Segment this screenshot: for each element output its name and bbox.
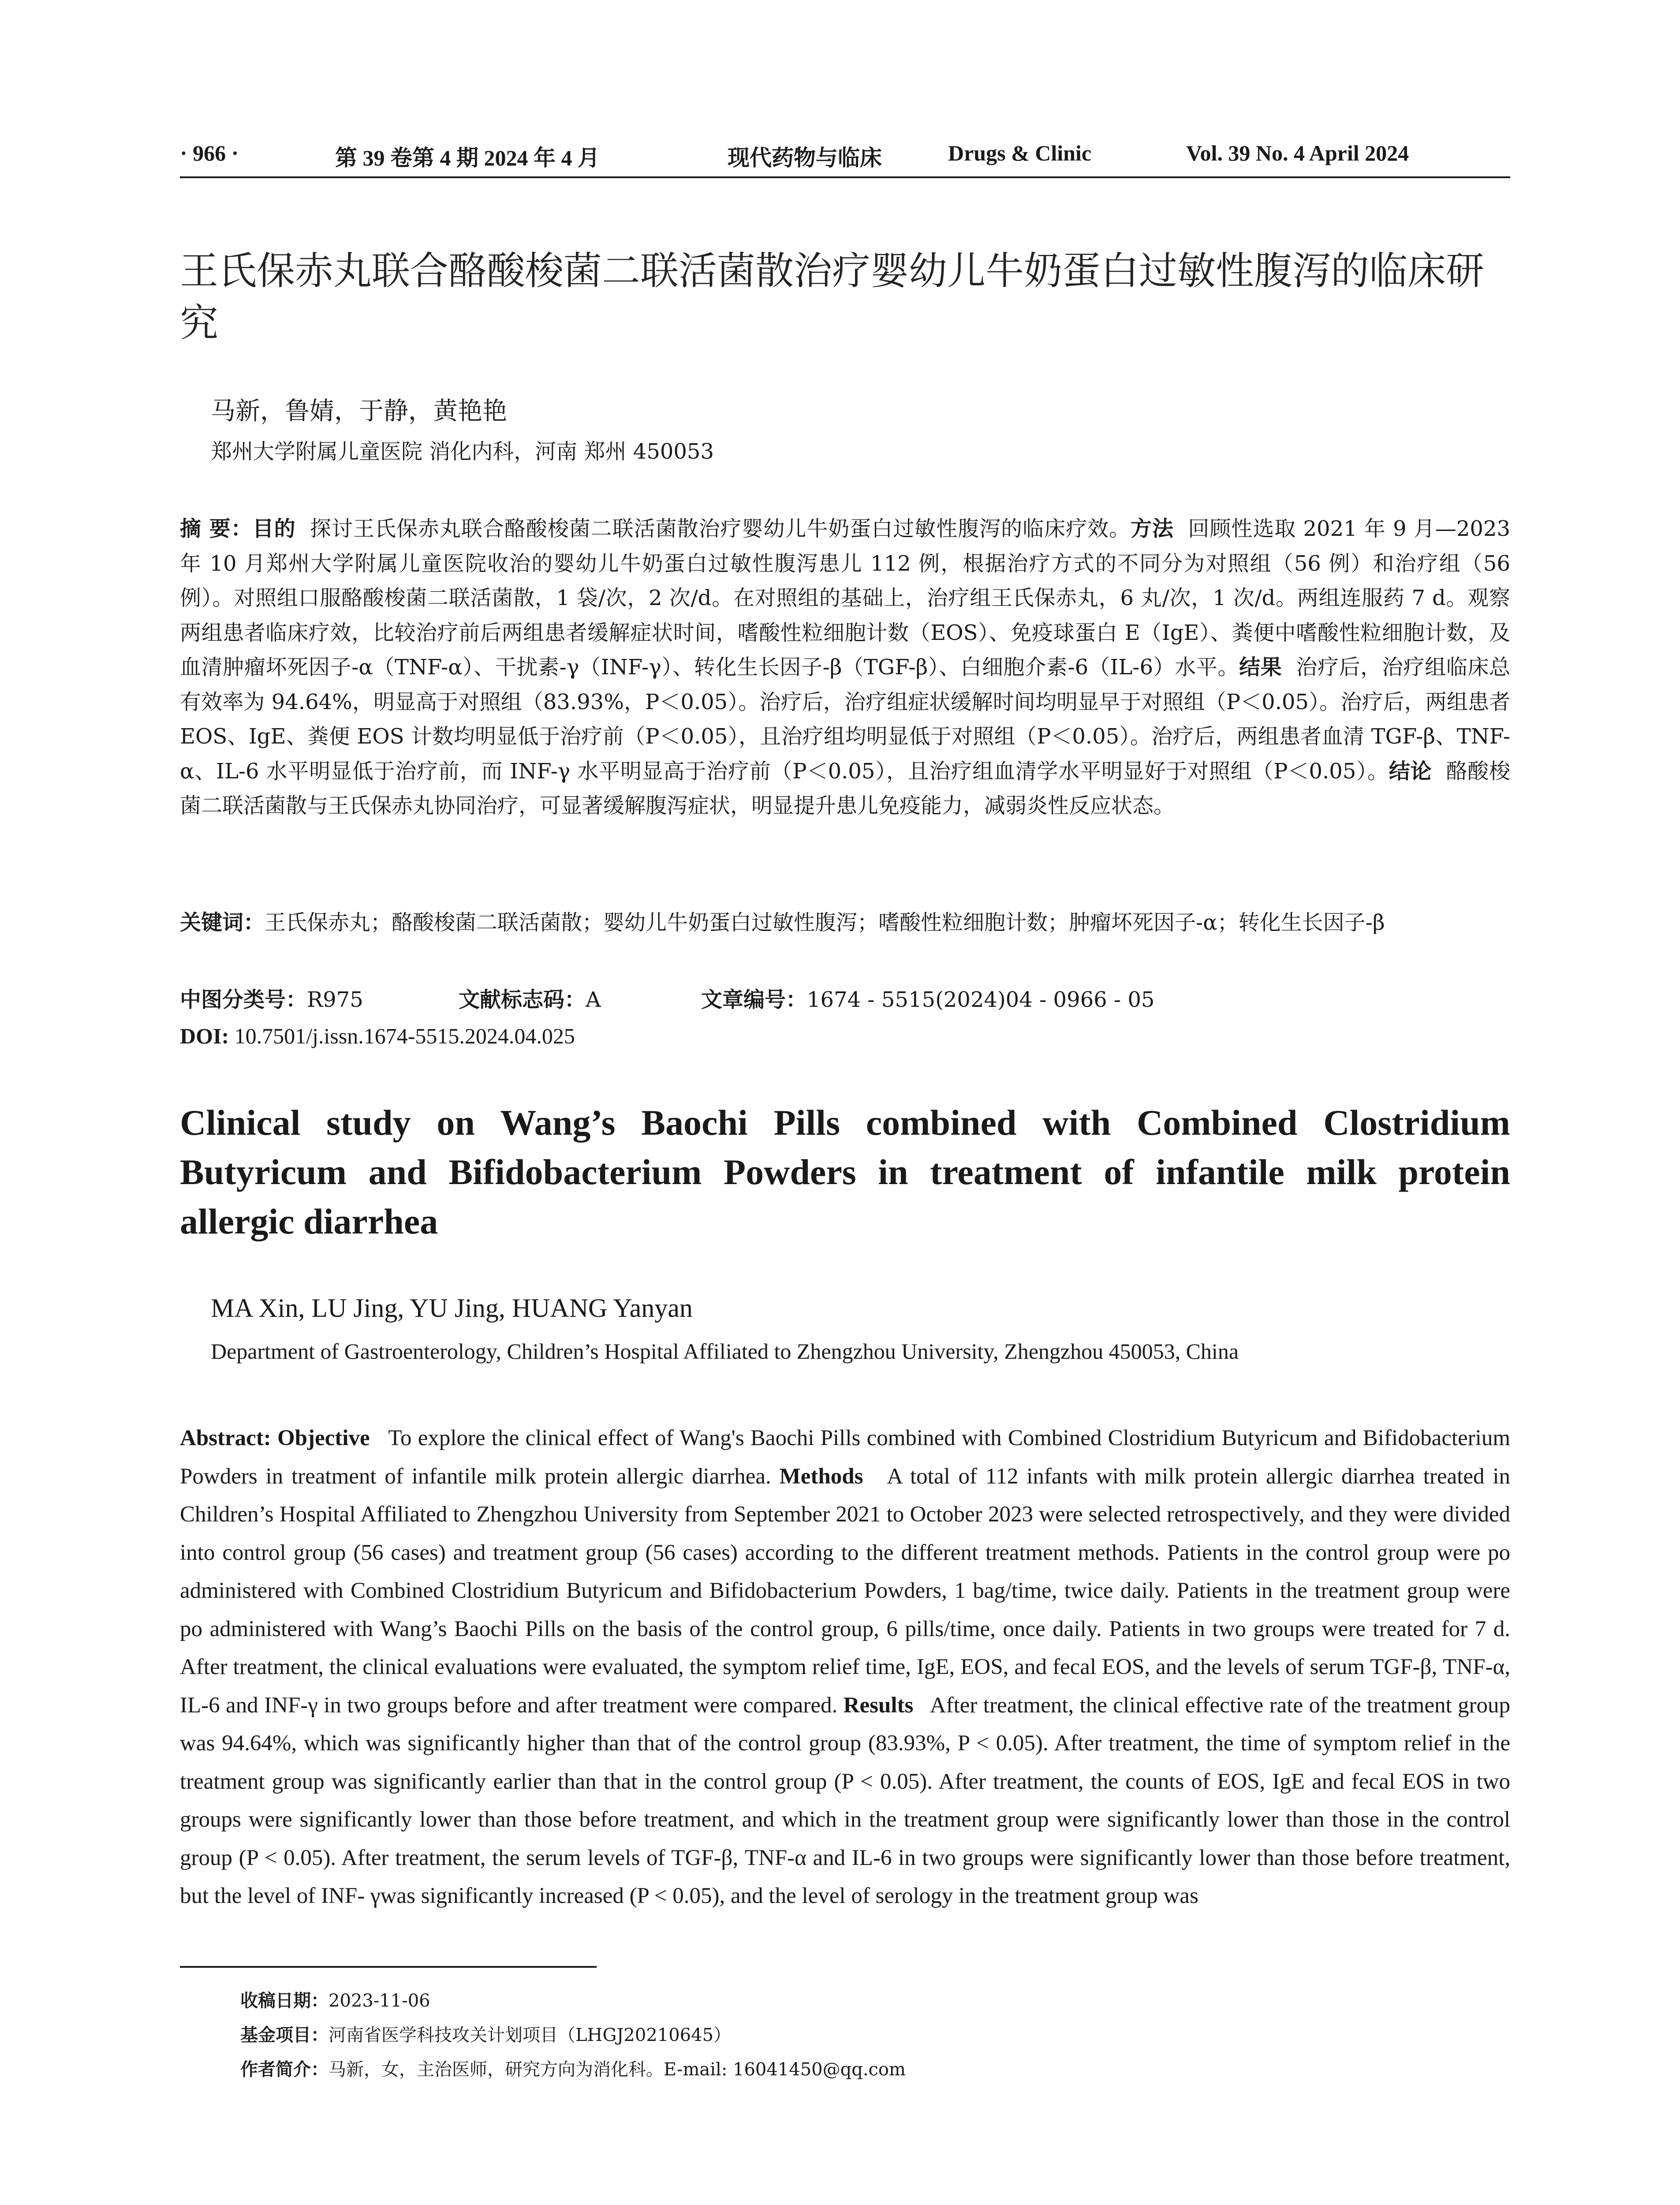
article-title-en: Clinical study on Wang’s Baochi Pills combined with Combined Clostridium Butyricum and Bifidobacterium Powders in treatment of infantile milk protein allergic diarrhea — [180, 1102, 1510, 1241]
author-label: 作者简介： — [240, 2059, 329, 2080]
doi-link[interactable]: 10.7501/j.issn.1674-5515.2024.04.025 — [234, 1024, 575, 1048]
doi — [180, 1023, 575, 1049]
clc-number — [180, 983, 363, 1013]
affiliation-cn: 郑州大学附属儿童医院 消化内科，河南 郑州 450053 — [211, 439, 714, 464]
header-rule — [180, 176, 1510, 178]
doccode-label: 文献标志码： — [459, 987, 586, 1012]
authors-en: MA Xin, LU Jing, YU Jing, HUANG Yanyan — [211, 1293, 693, 1323]
conclusion-cn: 酪酸梭菌二联活菌散与王氏保赤丸协同治疗，可显著缓解腹泻症状，明显提升患儿免疫能力，减弱炎性反应状态。 — [180, 759, 1510, 818]
conclusion-label-cn: 结论 — [1389, 759, 1432, 784]
methods-cn: 回顾性选取 2021 年 9 月—2023 年 10 月郑州大学附属儿童医院收治的婴幼儿牛奶蛋白过敏性腹泻患儿 112 例，根据治疗方式的不同分为对照组（56 例）和治疗组（56 例）。对照组口服酪酸梭菌二联活菌散，1 袋/次，2 次/d。在对照组的基础上，治疗组王氏保赤丸，6 丸/次，1 次/d。两组连服药 7 d。观察两组患者临床疗效，比较治疗前后两组患者缓解症状时间，嗜酸性粒细胞计数（EOS）、免疫球蛋白 E（IgE）、粪便中嗜酸性粒细胞计数，及血清肿瘤坏死因子-α（TNF-α）、干扰素-γ（INF-γ）、转化生长因子-β（TGF-β）、白细胞介素-6（IL-6）水平。 — [180, 516, 1510, 680]
clc-value: R975 — [307, 987, 363, 1012]
abstract-cn — [180, 512, 1510, 823]
clc-label: 中图分类号： — [180, 987, 307, 1012]
footnote-rule — [180, 1966, 597, 1968]
footnote-fund — [240, 2021, 731, 2046]
objective-label-en: Objective — [277, 1426, 370, 1450]
keywords-cn — [180, 905, 1510, 940]
footnote-author — [240, 2056, 906, 2081]
article-title-cn: 王氏保赤丸联合酪酸梭菌二联活菌散治疗婴幼儿牛奶蛋白过敏性腹泻的临床研究 — [180, 248, 1484, 345]
keywords-text: 王氏保赤丸；酪酸梭菌二联活菌散；婴幼儿牛奶蛋白过敏性腹泻；嗜酸性粒细胞计数；肿瘤坏死因子-α；转化生长因子-β — [265, 910, 1385, 935]
document-code — [459, 983, 601, 1013]
objective-label-cn: 目的 — [252, 516, 296, 541]
fund-label: 基金项目： — [240, 2025, 329, 2045]
article-no-label: 文章编号： — [701, 987, 807, 1012]
results-en: After treatment, the clinical effective rate of the treatment group was 94.64%, which was significantly higher than that of the control group (83.93%, P < 0.05). After treatment, the time of symptom relief in the treatment group was significantly earlier than that in the control group (P < 0.05). After treatment, the counts of EOS, IgE and fecal EOS in two groups were significantly lower than those before treatment, and which in the treatment group were significantly lower than those in the control group (P < 0.05). After treatment, the serum levels of TGF-β, TNF-α and IL-6 in two groups were significantly lower than those before treatment, but the level of INF- γwas significantly increased (P < 0.05), and the level of serology in the treatment group was — [180, 1693, 1511, 1908]
doccode-value: A — [586, 987, 601, 1012]
issue-cn: 第 39 卷第 4 期 2024 年 4 月 — [335, 146, 600, 170]
fund-text: 河南省医学科技攻关计划项目（LHGJ20210645） — [329, 2025, 732, 2045]
journal-name-en: Drugs & Clinic — [948, 141, 1091, 165]
article-number — [701, 983, 1154, 1013]
objective-cn: 探讨王氏保赤丸联合酪酸梭菌二联活菌散治疗婴幼儿牛奶蛋白过敏性腹泻的临床疗效。 — [310, 516, 1131, 541]
authors-cn: 马新，鲁婧，于静，黄艳艳 — [211, 397, 507, 426]
author-text: 马新，女，主治医师，研究方向为消化科。E-mail: 16041450@qq.com — [329, 2059, 906, 2080]
methods-en: A total of 112 infants with milk protein allergic diarrhea treated in Children’s Hospital Affiliated to Zhengzhou University from September 2021 to October 2023 were selected retrospectively, and they were divided into control group (56 cases) and treatment group (56 cases) according to the different treatment methods. Patients in the control group were po administered with Combined Clostridium Butyricum and Bifidobacterium Powders, 1 bag/time, twice daily. Patients in the treatment group were po administered with Wang’s Baochi Pills on the basis of the control group, 6 pills/time, once daily. Patients in two groups were treated for 7 d. After treatment, the clinical evaluations were evaluated, the symptom relief time, IgE, EOS, and fecal EOS, and the levels of serum TGF-β, TNF-α, IL-6 and INF-γ in two groups before and after treatment were compared. — [180, 1464, 1510, 1718]
footnote-received — [240, 1987, 430, 2012]
abstract-label-en: Abstract: — [180, 1426, 271, 1450]
received-label: 收稿日期： — [240, 1991, 329, 2011]
issue-en: Vol. 39 No. 4 April 2024 — [1186, 141, 1409, 165]
methods-label-cn: 方法 — [1130, 516, 1174, 541]
journal-name-cn: 现代药物与临床 — [728, 146, 882, 170]
results-cn: 治疗后，治疗组临床总有效率为 94.64%，明显高于对照组（83.93%，P＜0.05）。治疗后，治疗组症状缓解时间均明显早于对照组（P＜0.05）。治疗后，两组患者 EOS、IgE、粪便 EOS 计数均明显低于治疗前（P＜0.05），且治疗组均明显低于对照组（P＜0.05）。治疗后，两组患者血清 TGF-β、TNF-α、IL-6 水平明显低于治疗前，而 INF-γ 水平明显高于治疗前（P＜0.05），且治疗组血清学水平明显好于对照组（P＜0.05）。 — [180, 655, 1510, 784]
article-no-value: 1674 - 5515(2024)04 - 0966 - 05 — [807, 987, 1155, 1012]
results-label-en: Results — [843, 1693, 914, 1718]
doi-label: DOI: — [180, 1024, 229, 1048]
affiliation-en: Department of Gastroenterology, Children’s Hospital Affiliated to Zhengzhou University, Zhengzhou 450053, China — [211, 1339, 1239, 1364]
page-number: · 966 · — [180, 141, 239, 165]
keywords-label: 关键词： — [180, 910, 265, 935]
abstract-label-cn: 摘 要： — [180, 516, 253, 541]
abstract-en — [180, 1419, 1510, 1915]
results-label-cn: 结果 — [1239, 655, 1282, 680]
objective-en: To explore the clinical effect of Wang's Baochi Pills combined with Combined Clostridium Butyricum and Bifidobacterium Powders in treatment of infantile milk protein allergic diarrhea. — [180, 1426, 1511, 1489]
received-date: 2023-11-06 — [329, 1991, 430, 2011]
methods-label-en: Methods — [779, 1464, 863, 1489]
